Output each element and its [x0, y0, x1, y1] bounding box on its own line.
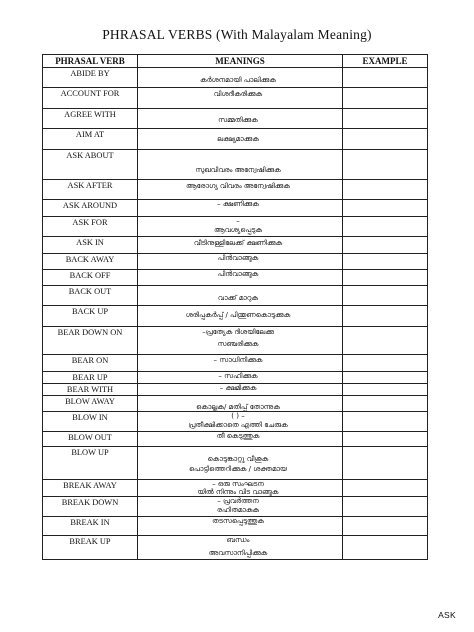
- example-cell: [343, 355, 428, 372]
- meaning-cell: [138, 68, 343, 88]
- meaning-cell: [138, 254, 343, 270]
- meaning-line: പിൻവാങ്ങുക: [217, 270, 259, 278]
- meaning-line: കൊല്ലുക/ മതിപ്പ് തോന്നുക: [196, 403, 280, 411]
- table-row: [43, 150, 428, 180]
- phrasal-verb-cell: BEAR UP: [43, 372, 138, 384]
- example-cell: [343, 536, 428, 560]
- meaning-line: – പ്രവർത്തന: [217, 497, 259, 505]
- phrasal-verb-cell: BREAK IN: [43, 517, 138, 536]
- phrasal-verb-cell: ABIDE BY: [43, 68, 138, 88]
- table-row: [43, 237, 428, 254]
- example-cell: [343, 286, 428, 306]
- table-row: [43, 497, 428, 517]
- example-cell: [343, 327, 428, 355]
- example-cell: [343, 129, 428, 150]
- meaning-cell: [138, 355, 343, 372]
- phrasal-verb-cell: BLOW IN: [43, 412, 138, 432]
- meaning-cell: [138, 396, 343, 412]
- meaning-line: സുഖവിവരം അന്വേഷിക്കുക: [195, 166, 281, 174]
- meaning-line-2: രഹിതമാകുക: [216, 506, 260, 514]
- meaning-line: ശരിപ്പകർപ്പ് / പിന്തുണകൊടുക്കുക: [185, 311, 291, 319]
- meaning-cell: [138, 372, 343, 384]
- table-row: [43, 254, 428, 270]
- example-cell: [343, 372, 428, 384]
- meaning-line: തീ കെടുത്തുക: [216, 432, 260, 440]
- meaning-line: – ക്ഷണിക്കുക: [217, 200, 259, 208]
- example-cell: [343, 150, 428, 180]
- phrasal-verb-cell: ACCOUNT FOR: [43, 88, 138, 109]
- meaning-cell: [138, 129, 343, 150]
- meaning-cell: [138, 109, 343, 129]
- table-row: [43, 109, 428, 129]
- header-example: EXAMPLE: [343, 55, 428, 68]
- meaning-cell: [138, 180, 343, 200]
- header-phrasal-verb: PHRASAL VERB: [43, 55, 138, 68]
- phrasal-verb-cell: BACK UP: [43, 306, 138, 327]
- table-row: [43, 412, 428, 432]
- example-cell: [343, 68, 428, 88]
- meaning-line: തടസപ്പെടുത്തുക: [212, 517, 264, 525]
- phrasal-verb-cell: ASK ABOUT: [43, 150, 138, 180]
- meaning-line-2: യിൽ നിന്നും വിട വാങ്ങുക: [197, 488, 279, 496]
- phrasal-verb-cell: AGREE WITH: [43, 109, 138, 129]
- example-cell: [343, 497, 428, 517]
- meaning-cell: [138, 306, 343, 327]
- example-cell: [343, 480, 428, 497]
- example-cell: [343, 237, 428, 254]
- meaning-line: – ഒരു സംഘടന: [212, 480, 264, 488]
- meaning-cell: [138, 286, 343, 306]
- meaning-cell: [138, 432, 343, 447]
- meaning-line: ലക്ഷ്യമാക്കുക: [217, 135, 259, 143]
- table-row: [43, 68, 428, 88]
- phrasal-verb-cell: BEAR WITH: [43, 384, 138, 396]
- table-row: [43, 372, 428, 384]
- meaning-line-2: പ്രതീക്ഷിക്കാതെ എത്തി ചേരുക: [188, 421, 288, 429]
- meaning-cell: [138, 517, 343, 536]
- phrasal-verb-cell: BACK AWAY: [43, 254, 138, 270]
- example-cell: [343, 217, 428, 237]
- phrasal-verb-cell: ASK AROUND: [43, 200, 138, 217]
- table-header-row: [43, 55, 428, 68]
- meaning-cell: [138, 480, 343, 497]
- meaning-cell: [138, 88, 343, 109]
- meaning-line-2: സഞ്ചരിക്കുക: [217, 340, 259, 348]
- table-row: [43, 270, 428, 286]
- meaning-line: കർശനമായി പാലിക്കുക: [200, 76, 276, 84]
- meaning-line: വാക്ക് മാറുക: [217, 294, 259, 302]
- meaning-line: പൊട്ടിത്തെറിക്കുക / ശക്തമായ: [188, 465, 288, 473]
- table-row: [43, 517, 428, 536]
- footer-ask: ASK: [438, 610, 456, 620]
- meaning-line-2: കൊടുങ്കാറ്റു വീശുക: [207, 455, 269, 463]
- meaning-line: – സാധിനിക്കുക: [213, 356, 263, 364]
- meaning-line: – സഹിക്കുക: [218, 372, 258, 380]
- meaning-line: –: [236, 217, 240, 225]
- meaning-cell: [138, 200, 343, 217]
- example-cell: [343, 200, 428, 217]
- table-row: [43, 384, 428, 396]
- example-cell: [343, 180, 428, 200]
- example-cell: [343, 447, 428, 480]
- phrasal-verb-cell: BLOW AWAY: [43, 396, 138, 412]
- table-row: [43, 200, 428, 217]
- meaning-cell: [138, 327, 343, 355]
- meaning-cell: [138, 384, 343, 396]
- meaning-line: ബന്ധം: [226, 536, 250, 544]
- meaning-cell: [138, 150, 343, 180]
- example-cell: [343, 254, 428, 270]
- phrasal-verb-cell: BREAK DOWN: [43, 497, 138, 517]
- table-row: [43, 129, 428, 150]
- table-row: [43, 536, 428, 560]
- page-title: PHRASAL VERBS (With Malayalam Meaning): [102, 27, 372, 42]
- phrasal-verb-cell: ASK IN: [43, 237, 138, 254]
- table-row: [43, 180, 428, 200]
- meaning-cell: [138, 237, 343, 254]
- meaning-line: വീടിനുള്ളിലേക്ക് ക്ഷണിക്കുക: [193, 239, 283, 247]
- meaning-line: വിശദീകരിക്കുക: [213, 90, 263, 98]
- table-row: [43, 355, 428, 372]
- meaning-cell: [138, 270, 343, 286]
- meaning-line: പിൻവാങ്ങുക: [217, 254, 259, 262]
- meaning-line-2: അവസാനിപ്പിക്കുക: [208, 549, 268, 557]
- meaning-line: –പ്രത്യേക ദിശയിലേക്കു: [202, 328, 274, 336]
- header-meanings: MEANINGS: [138, 55, 343, 68]
- meaning-line: സമ്മതിക്കുക: [218, 116, 258, 124]
- meaning-line: ആരോഗ്യ വിവരം അന്വേഷിക്കുക: [186, 182, 290, 190]
- phrasal-verb-cell: BEAR DOWN ON: [43, 327, 138, 355]
- example-cell: [343, 306, 428, 327]
- phrasal-verb-cell: ASK FOR: [43, 217, 138, 237]
- phrasal-verb-cell: BEAR ON: [43, 355, 138, 372]
- meaning-line: – ക്ഷമിക്കുക: [219, 384, 257, 392]
- meaning-cell: [138, 497, 343, 517]
- example-cell: [343, 88, 428, 109]
- meaning-cell: [138, 536, 343, 560]
- example-cell: [343, 270, 428, 286]
- example-cell: [343, 432, 428, 447]
- table-row: [43, 327, 428, 355]
- meaning-cell: [138, 217, 343, 237]
- table-row: [43, 447, 428, 480]
- phrasal-verb-cell: BLOW OUT: [43, 432, 138, 447]
- phrasal-verb-cell: BACK OFF: [43, 270, 138, 286]
- example-cell: [343, 109, 428, 129]
- table-row: [43, 432, 428, 447]
- meaning-line: ( ) –: [231, 412, 245, 420]
- example-cell: [343, 384, 428, 396]
- phrasal-verb-cell: ASK AFTER: [43, 180, 138, 200]
- phrasal-verb-cell: BLOW UP: [43, 447, 138, 480]
- table-row: [43, 217, 428, 237]
- example-cell: [343, 412, 428, 432]
- table-row: [43, 480, 428, 497]
- meaning-cell: [138, 447, 343, 480]
- table-row: [43, 306, 428, 327]
- example-cell: [343, 396, 428, 412]
- example-cell: [343, 517, 428, 536]
- meaning-cell: [138, 412, 343, 432]
- phrasal-verb-cell: AIM AT: [43, 129, 138, 150]
- meaning-line-2: ആവശ്യപ്പെടുക: [214, 226, 262, 234]
- table-row: [43, 88, 428, 109]
- phrasal-verb-cell: BACK OUT: [43, 286, 138, 306]
- phrasal-verb-cell: BREAK UP: [43, 536, 138, 560]
- table-row: [43, 396, 428, 412]
- phrasal-verb-table: [42, 54, 428, 560]
- table-row: [43, 286, 428, 306]
- phrasal-verb-cell: BREAK AWAY: [43, 480, 138, 497]
